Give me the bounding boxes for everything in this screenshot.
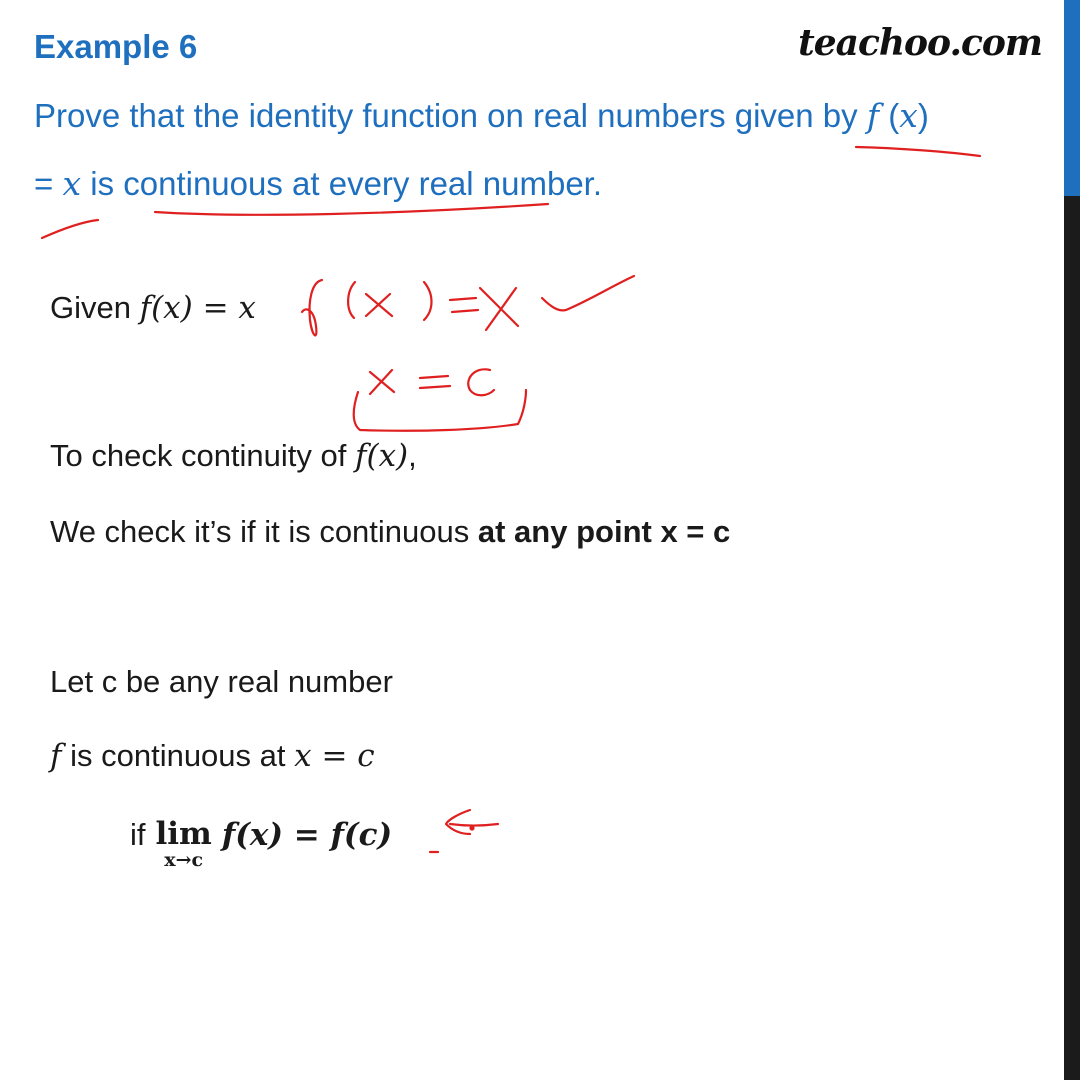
- ink-bracket: [354, 390, 526, 431]
- ink-dot: [471, 827, 474, 830]
- given-math: f(x) = x: [139, 290, 256, 326]
- ink-equals-2: [420, 376, 450, 388]
- ink-x-1: [366, 294, 392, 316]
- example-title: Example 6: [34, 28, 198, 65]
- ink-tick-left: [42, 220, 98, 238]
- question-f: f: [866, 96, 880, 135]
- ink-underline-fx: [856, 147, 980, 156]
- limit-line: [130, 818, 392, 870]
- question-paren-close: ): [917, 97, 929, 134]
- given-line: [50, 290, 256, 326]
- continuous-line: [50, 738, 375, 774]
- question-text-2: is continuous at every real number.: [81, 165, 603, 202]
- scrollbar-thumb[interactable]: [1064, 0, 1080, 196]
- ink-paren-open: [348, 282, 355, 318]
- check-math: f(x): [355, 438, 409, 474]
- point-bold: at any point x = c: [477, 514, 731, 549]
- teachoo-logo: teachoo.com: [798, 22, 1042, 64]
- question-paren-open: (: [879, 97, 900, 134]
- given-label: Given: [50, 290, 140, 325]
- check-comma: ,: [408, 438, 417, 473]
- question-x: x: [899, 96, 918, 135]
- ink-f: [302, 280, 322, 335]
- question-x-2: x: [62, 164, 82, 203]
- ink-x-3: [370, 370, 394, 394]
- check-line: [50, 438, 417, 474]
- ink-paren-close: [424, 282, 432, 320]
- point-text: We check it’s if it is continuous: [50, 514, 478, 549]
- check-text: To check continuity of: [50, 438, 355, 473]
- ink-x-2: [480, 288, 518, 330]
- question-line-1: [34, 96, 929, 135]
- question-text: Prove that the identity function on real numbers given by: [34, 97, 867, 134]
- continuous-f: f: [50, 738, 62, 774]
- question-equals: =: [34, 165, 63, 202]
- point-line: [50, 514, 730, 550]
- let-line: Let c be any real number: [50, 664, 393, 699]
- ink-c: [468, 369, 494, 395]
- ink-equals-1: [450, 298, 478, 312]
- ink-checkmark: [542, 276, 634, 310]
- if-label: if: [130, 817, 146, 852]
- lim-expression: f(x) = f(c): [221, 817, 393, 853]
- ink-arrow: [446, 810, 498, 834]
- lim-block: [156, 818, 212, 870]
- lim-subscript: x→c: [164, 849, 204, 871]
- continuous-text: is continuous at: [61, 738, 295, 773]
- continuous-math: x = c: [294, 738, 375, 774]
- question-line-2: [34, 164, 602, 203]
- ink-underline-continuous: [155, 204, 548, 215]
- lim-word: lim: [155, 816, 212, 852]
